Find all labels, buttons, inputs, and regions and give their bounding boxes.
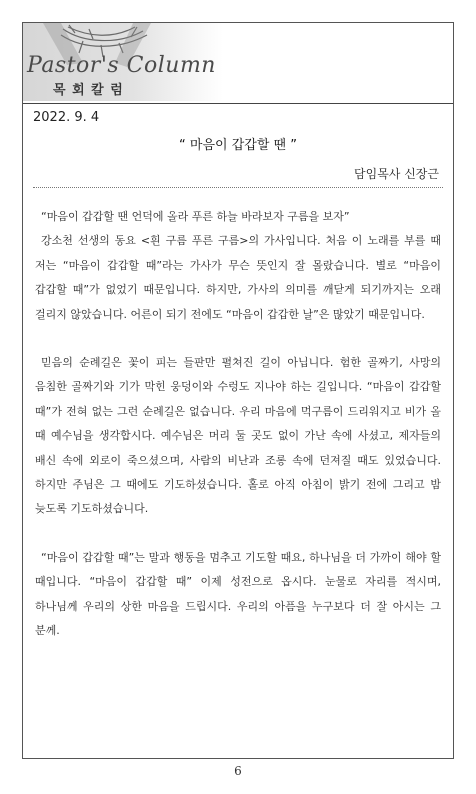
column-frame <box>22 22 454 759</box>
column-title: Pastor's Column <box>27 53 216 78</box>
column-subtitle: 목 회 칼 럼 <box>53 83 124 98</box>
article-body <box>35 205 441 644</box>
paragraph-2: 믿음의 순례길은 꽃이 피는 들판만 펼쳐진 길이 아닙니다. 험한 골짜기, 사망의 음침한 골짜기와 기가 막힌 웅덩이와 수렁도 지나야 하는 길입니다. “마음이 갑갑할 때”가 전혀 없는 그런 순례길은 없습니다. 우리 마음에 먹구름이 드리워지고 비가 올 때 예수님을 생각합시다. 예수님은 머리 둘 곳도 없이 가난 속에 사셨고, 제자들의 배신 속에 외로이 죽으셨으며, 사람의 비난과 조롱 속에 던져질 때도 있었습니다. 하지만 주님은 그 때에도 기도하셨습니다. 홀로 아직 아침이 밝기 전에 그리고 밤 늦도록 기도하셨습니다. <box>35 356 441 516</box>
article-author: 담임목사 신장근 <box>354 167 439 181</box>
column-header <box>23 23 453 101</box>
article-date: 2022. 9. 4 <box>33 110 100 125</box>
article-title: “ 마음이 갑갑할 땐 ” <box>179 138 297 153</box>
header-divider <box>23 103 453 104</box>
title-divider <box>33 187 443 188</box>
opening-quote: “마음이 갑갑할 땐 언덕에 올라 푸른 하늘 바라보자 구름을 보자” <box>41 210 350 223</box>
paragraph-1: 강소천 선생의 동요 <흰 구름 푸른 구름>의 가사입니다. 처음 이 노래를 부를 때 저는 “마음이 갑갑할 때”라는 가사가 무슨 뜻인지 잘 몰랐습니다. 별로 “마음이 갑갑할 때”가 없었기 때문입니다. 하지만, 가사의 의미를 깨닫게 되기까지는 오래 걸리지 않았습니다. 어른이 되기 전에도 “마음이 갑갑한 날”은 많았기 때문입니다. <box>35 234 441 321</box>
paragraph-3: “마음이 갑갑할 때”는 말과 행동을 멈추고 기도할 때요, 하나님을 더 가까이 해야 할 때입니다. “마음이 갑갑할 때” 이제 성전으로 옵시다. 눈물로 자리를 적시며, 하나님께 우리의 상한 마음을 드립시다. 우리의 아픔을 누구보다 더 잘 아시는 그 분께. <box>35 550 441 638</box>
page-number: 6 <box>234 764 242 778</box>
